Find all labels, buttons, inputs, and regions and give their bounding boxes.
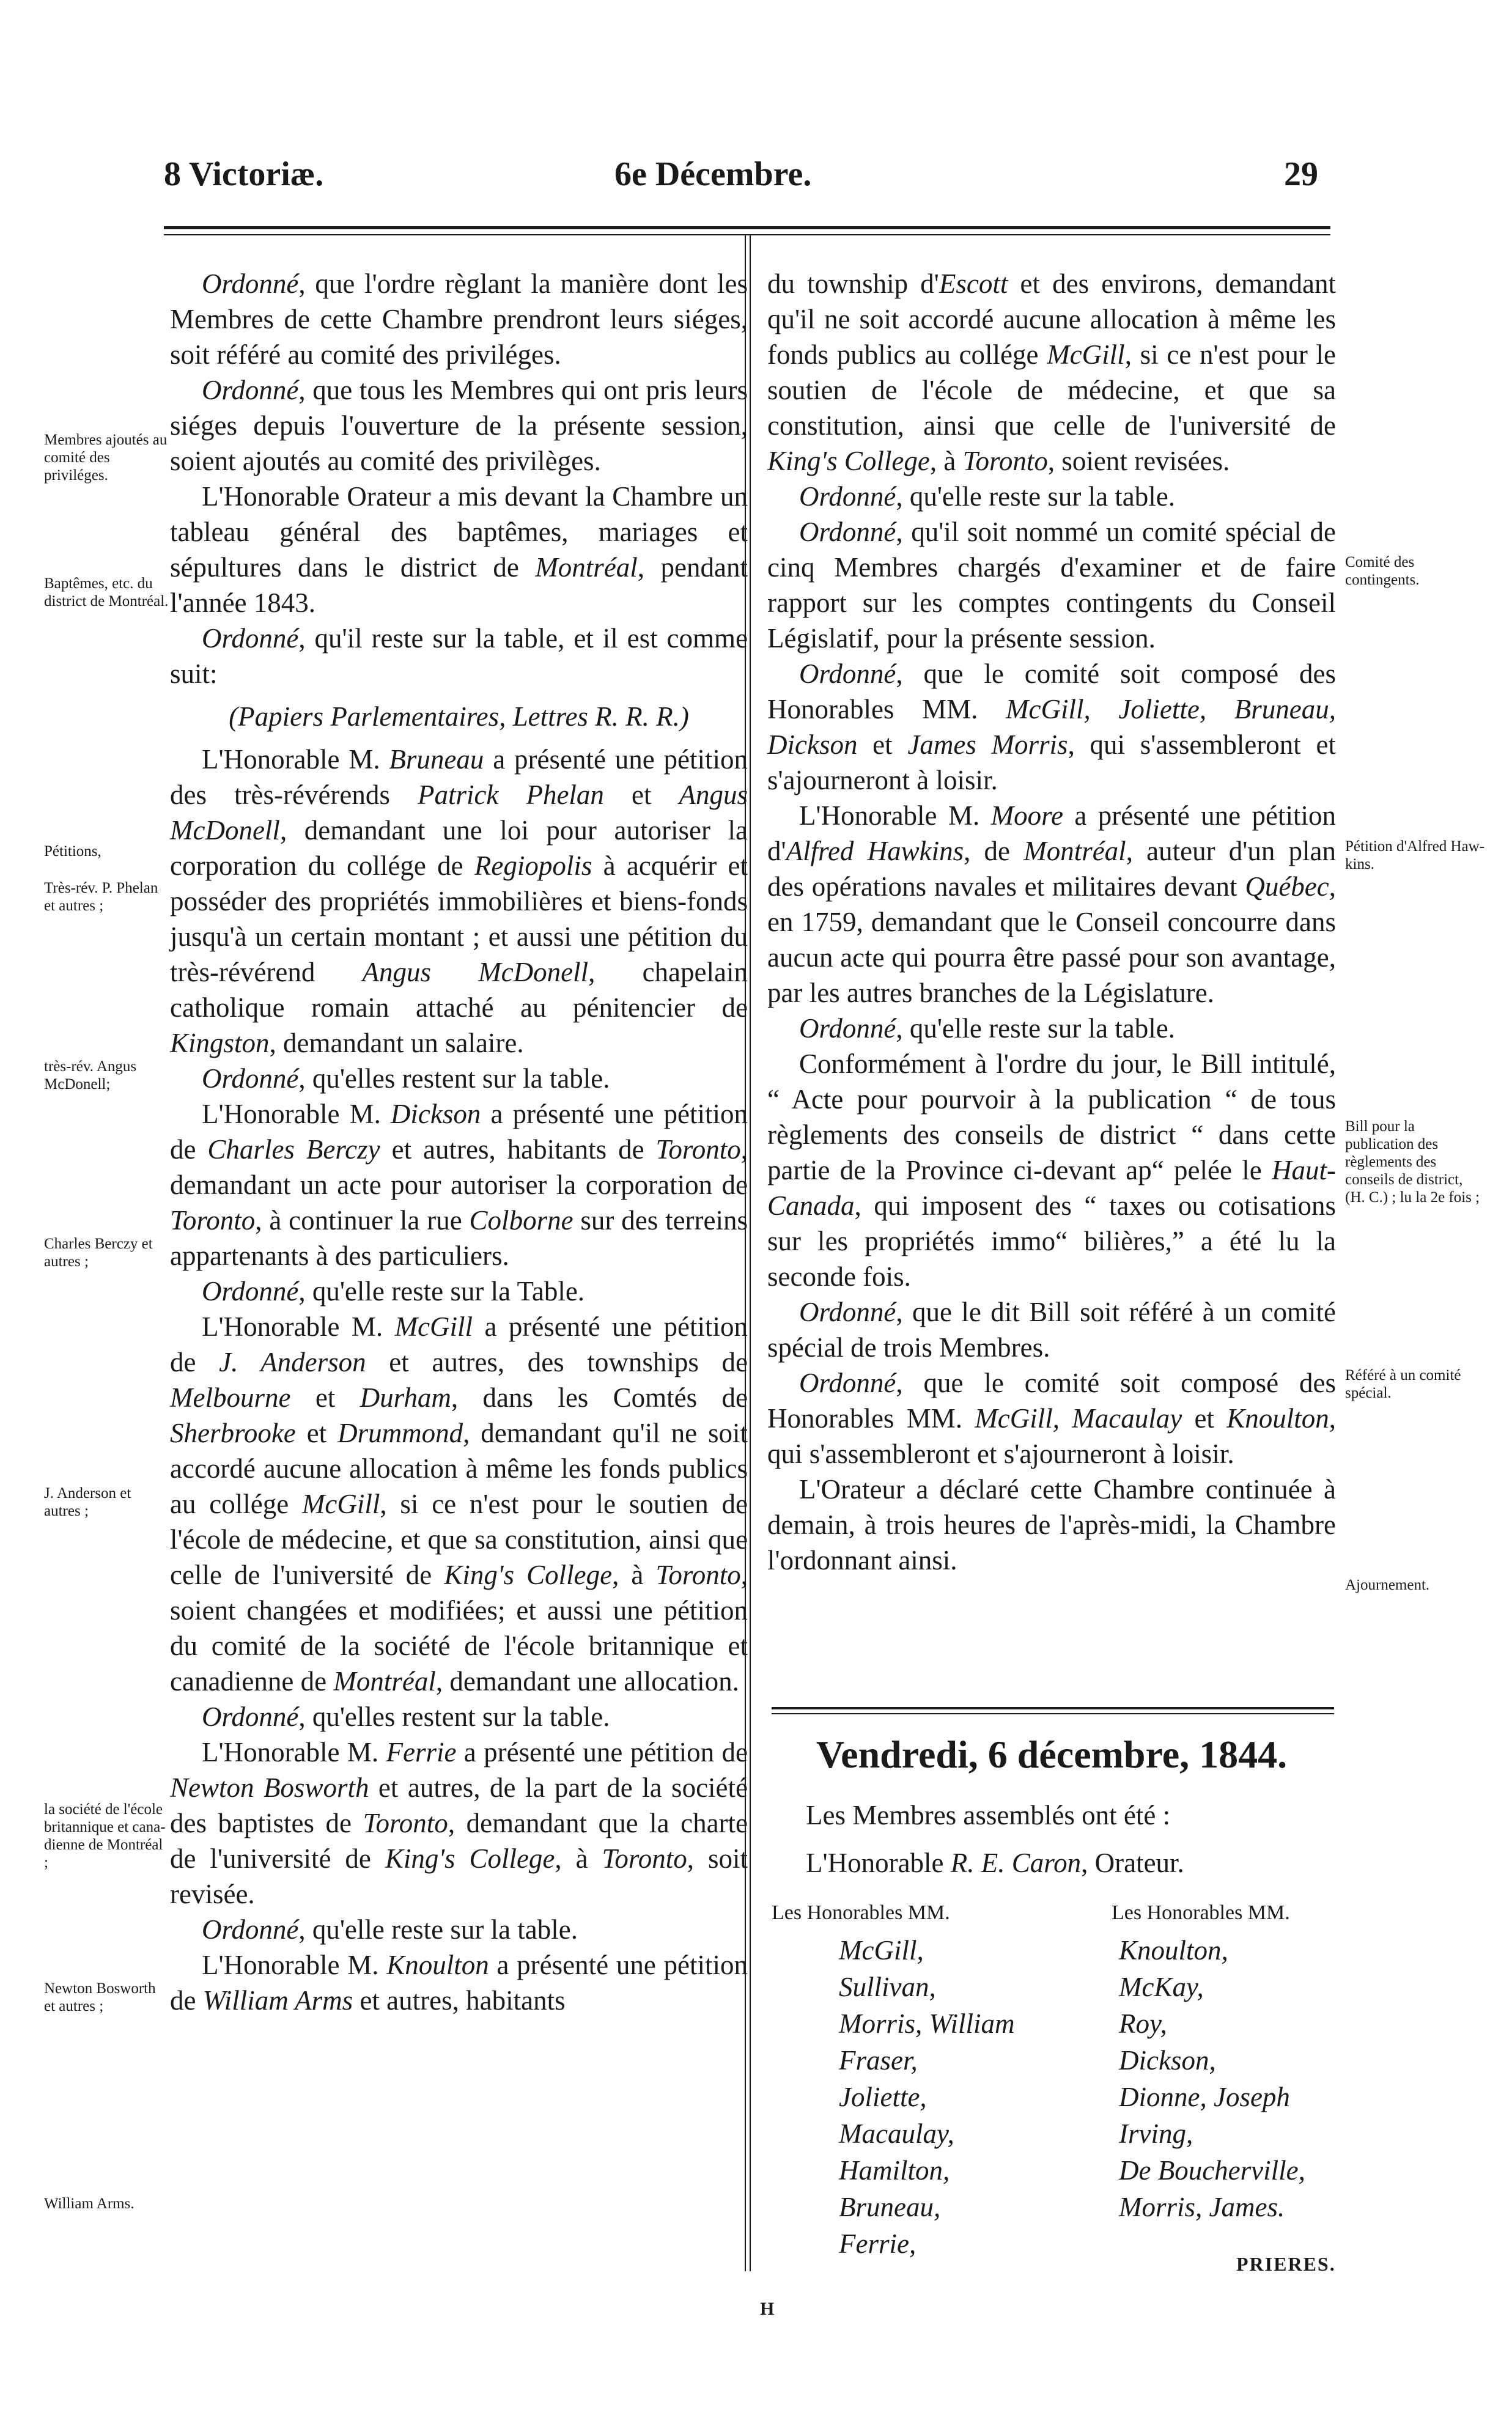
- paragraph: Ordonné, que tous les Membres qui ont pris leurs siéges depuis l'ouverture de la présente session, soient ajoutés au comité des privilèges.: [170, 375, 748, 476]
- speaker-line: L'Honorable R. E. Caron, Orateur.: [806, 1848, 1184, 1878]
- paragraph: L'Honorable Orateur a mis devant la Chambre un tableau général des baptêmes, mariages et sépultures dans le district de Montréal, pendant l'année 1843.: [170, 481, 748, 618]
- paragraph: (Papiers Parlementaires, Lettres R. R. R.): [229, 701, 689, 732]
- member-name: Macaulay,: [839, 2118, 954, 2149]
- margin-note: la société de l'école britannique et canadienne de Montréal ;: [44, 1801, 166, 1871]
- paragraph: L'Honorable M. Moore a présenté une pétition d'Alfred Hawkins, de Montréal, auteur d'un plan des opérations navales et militaires devant Québec, en 1759, demandant que le Conseil concourre dans aucun acte qui pourra être passé pour son avantage, par les autres branches de la Législature.: [767, 800, 1336, 1008]
- member-name: Irving,: [1119, 2118, 1193, 2149]
- member-name: De Boucherville,: [1119, 2155, 1305, 2186]
- paragraph: du township d'Escott et des environs, demandant qu'il ne soit accordé aucune allocation à même les fonds publics au collége McGill, si ce n'est pour le soutien de l'école de médecine, et que sa constitution, ainsi que celle de l'université de King's College, à Toronto, soient revisées.: [767, 268, 1337, 476]
- paragraph: Ordonné, que le dit Bill soit référé à un comité spécial de trois Membres.: [767, 1297, 1336, 1363]
- margin-note: Bill pour la publication des règlements des conseils de district, (H. C.) ; lu la 2e fois ;: [1345, 1118, 1480, 1206]
- paragraph: Ordonné, qu'elle reste sur la table.: [799, 1013, 1176, 1044]
- member-name: Roy,: [1119, 2008, 1167, 2039]
- left-margin-notes: [44, 0, 169, 2418]
- paragraph: Ordonné, qu'elle reste sur la Table.: [202, 1276, 585, 1307]
- paragraph: L'Honorable M. Bruneau a présenté une pétition des très-révérends Patrick Phelan et Angus McDonell, demandant une loi pour autoriser la corporation du collége de Regiopolis à acquérir et posséder des propriétés immobilières et biens-fonds jusqu'à un certain montant ; et aussi une pétition du très-révérend Angus McDonell, chapelain catholique romain attaché au pénitencier de Kingston, demandant un salaire.: [170, 744, 748, 1058]
- assembled-line: Les Membres assemblés ont été :: [806, 1800, 1171, 1830]
- page-number: 29: [1284, 155, 1318, 193]
- member-name: Knoulton,: [1119, 1935, 1228, 1966]
- running-head-left: 8 Victoriæ.: [164, 155, 324, 193]
- paragraph: Ordonné, qu'elles restent sur la table.: [202, 1063, 610, 1094]
- signature-mark: H: [760, 2299, 775, 2319]
- sitting-title: Vendredi, 6 décembre, 1844.: [816, 1733, 1288, 1776]
- paragraph: L'Honorable M. Ferrie a présenté une pétition de Newton Bosworth et autres, de la part de la société des baptistes de Toronto, demandant que la charte de l'université de King's College, à Toronto, soit revisée.: [170, 1737, 748, 1909]
- margin-note: Pétition d'Alfred Hawkins.: [1345, 838, 1485, 872]
- member-name: Hamilton,: [839, 2155, 950, 2186]
- margin-note: Baptêmes, etc. du district de Montréal.: [44, 575, 169, 610]
- member-name: Ferrie,: [839, 2228, 916, 2259]
- paragraph: Ordonné, que le comité soit composé des Honorables MM. McGill, Joliette, Bruneau, Dickson et James Morris, qui s'assembleront et s'ajourneront à loisir.: [767, 658, 1336, 795]
- members-col1-heading: Les Honorables MM.: [772, 1901, 950, 1924]
- paragraph: Ordonné, que l'ordre règlant la manière dont les Membres de cette Chambre prendront leurs siéges, soit référé au comité des priviléges.: [170, 268, 748, 370]
- member-name: Morris, William: [839, 2008, 1015, 2039]
- margin-note: Membres ajoutés au comité des priviléges.: [44, 432, 168, 484]
- section-rule-thin: [772, 1713, 1334, 1714]
- paragraph: Ordonné, qu'elle reste sur la table.: [202, 1914, 578, 1945]
- members-col2: [1119, 1932, 1305, 2225]
- margin-note: William Arms.: [44, 2195, 135, 2212]
- right-margin-notes: [1345, 0, 1486, 2418]
- paragraph: L'Honorable M. Knoulton a présenté une pétition de William Arms et autres, habitants: [170, 1950, 748, 2016]
- member-name: Joliette,: [839, 2082, 927, 2112]
- member-name: Morris, James.: [1119, 2192, 1285, 2222]
- margin-note: Newton Bosworth et autres ;: [44, 1980, 156, 2014]
- paragraph: Ordonné, qu'il reste sur la table, et il est comme suit:: [170, 623, 748, 689]
- running-head-center: 6e Décembre.: [614, 155, 812, 193]
- members-col1: [839, 1932, 1015, 2262]
- section-rule: [772, 1707, 1334, 1709]
- paragraph: Ordonné, qu'elles restent sur la table.: [202, 1701, 610, 1732]
- member-name: Bruneau,: [839, 2192, 941, 2222]
- paragraph: L'Orateur a déclaré cette Chambre continuée à demain, à trois heures de l'après-midi, la Chambre l'ordonnant ainsi.: [767, 1474, 1336, 1576]
- paragraph: Conformément à l'ordre du jour, le Bill intitulé, “ Acte pour pourvoir à la publication “ de tous règlements des conseils de district “ dans cette partie de la Province ci-devant ap“ pelée le Haut-Canada, qui imposent des “ taxes ou cotisations sur les propriétés immo“ bilières,” a été lu la seconde fois.: [767, 1049, 1336, 1292]
- margin-note: J. Anderson et autres ;: [44, 1485, 131, 1519]
- member-name: Sullivan,: [839, 1972, 936, 2002]
- member-name: McKay,: [1119, 1972, 1204, 2002]
- column-divider-2: [750, 235, 751, 2271]
- paragraph: L'Honorable M. McGill a présenté une pétition de J. Anderson et autres, des townships de Melbourne et Durham, dans les Comtés de Sherbrooke et Drummond, demandant qu'il ne soit accordé aucune allocation à même les fonds publics au collége McGill, si ce n'est pour le soutien de l'école de médecine, et que sa constitution, ainsi que celle de l'université de King's College, à Toronto, soient changées et modifiées; et aussi une pétition du comité de la société de l'école britannique et canadienne de Montréal, demandant une allocation.: [170, 1311, 748, 1697]
- margin-note: Pétitions,: [44, 843, 101, 860]
- member-name: Dionne, Joseph: [1119, 2082, 1290, 2112]
- paragraph: Ordonné, qu'elle reste sur la table.: [799, 481, 1176, 512]
- margin-note: Très-rév. P. Phelan et autres ;: [44, 880, 158, 914]
- member-name: McGill,: [839, 1935, 924, 1966]
- paragraph: Ordonné, qu'il soit nommé un comité spécial de cinq Membres chargés d'examiner et de faire rapport sur les comptes contingents du Conseil Législatif, pour la présente session.: [767, 517, 1336, 654]
- member-name: Dickson,: [1119, 2045, 1216, 2076]
- margin-note: Ajournement.: [1345, 1577, 1430, 1593]
- margin-note: Référé à un comité spécial.: [1345, 1367, 1461, 1401]
- margin-note: très-rév. Angus McDonell;: [44, 1058, 137, 1093]
- header-rule-thin: [164, 234, 1330, 235]
- paragraph: Ordonné, que le comité soit composé des Honorables MM. McGill, Macaulay et Knoulton, qui s'assembleront et s'ajourneront à loisir.: [767, 1368, 1336, 1469]
- catchword: PRIERES.: [1236, 2253, 1336, 2275]
- members-col2-heading: Les Honorables MM.: [1112, 1901, 1290, 1924]
- header-rule-thick: [164, 226, 1330, 229]
- member-name: Fraser,: [839, 2045, 918, 2076]
- paragraph: L'Honorable M. Dickson a présenté une pétition de Charles Berczy et autres, habitants de Toronto, demandant un acte pour autoriser la corporation de Toronto, à continuer la rue Colborne sur des terreins appartenants à des particuliers.: [170, 1099, 748, 1271]
- right-column: [767, 266, 1336, 1578]
- margin-note: Charles Berczy et autres ;: [44, 1236, 153, 1270]
- left-column: [170, 266, 748, 2018]
- margin-note: Comité des contingents.: [1345, 554, 1420, 588]
